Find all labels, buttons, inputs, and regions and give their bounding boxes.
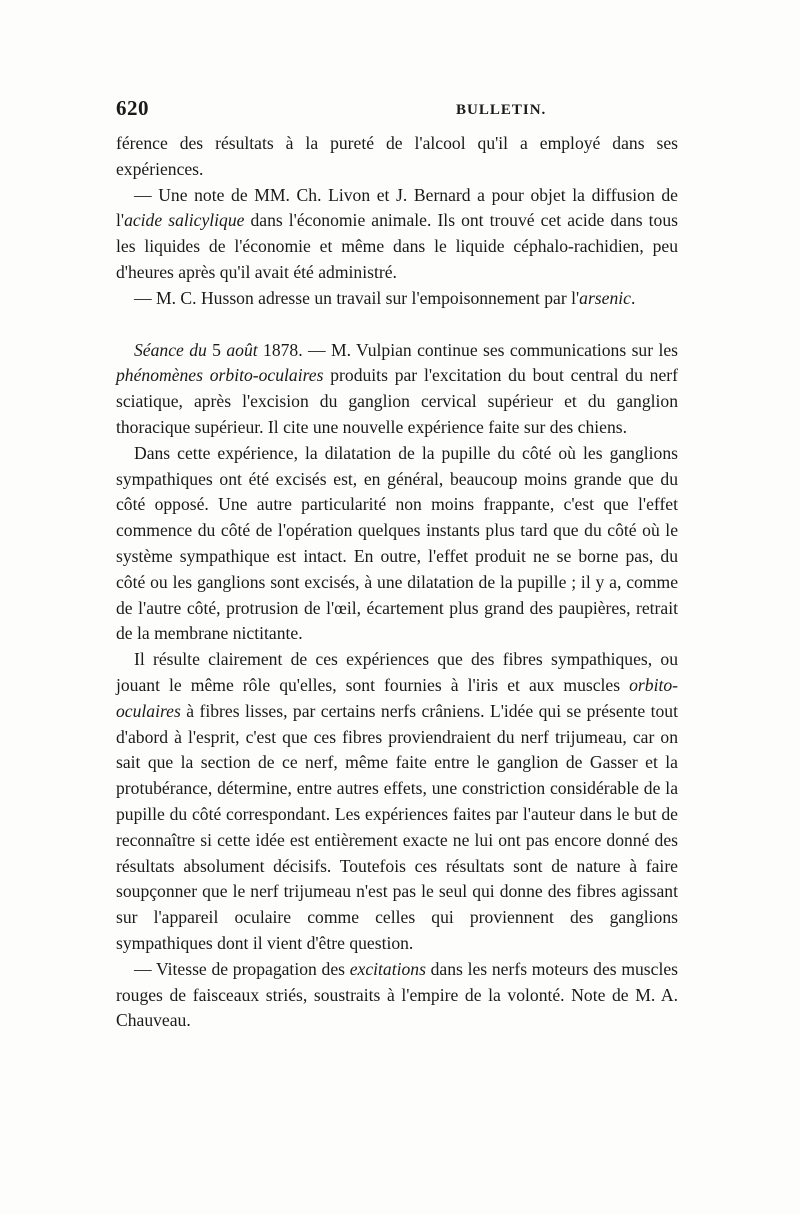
italic-term: orbito-oculaires [116,674,678,721]
italic-term: phénomènes orbito-oculaires [116,365,324,386]
text-run: — Une note de MM. Ch. Livon et J. Bernard a pour objet la diffusion de l' [116,184,678,231]
text-run: — M. C. Husson adresse un travail sur l'empoisonnement par l' [134,287,580,308]
seance-label: Séance du [134,339,207,360]
text-run: dans les nerfs moteurs des muscles rouges de faisceaux striés, soustraits à l'empire de la volonté. Note de M. A. Chauveau. [116,958,679,1031]
page-number: 620 [116,96,149,120]
paragraph-resulte [116,647,678,957]
text-body [116,131,678,1034]
paragraph-continuation: férence des résultats à la pureté de l'alcool qu'il a employé dans ses expériences. [116,133,678,179]
paragraph-seance [116,338,678,441]
italic-term: excitations [349,958,426,979]
text-run: à fibres lisses, par certains nerfs crâniens. L'idée qui se présente tout d'abord à l'esprit, c'est que ces fibres proviendraient du nerf trijumeau, car on sait que la section de ce nerf, même faite entre le ganglion de Gasser et la protubérance, détermine, entre autres effets, une constriction considérable de la pupille du côté correspondant. Les expériences faites par l'auteur dans le but de reconnaître si cette idée est entièrement exacte ne lui ont pas encore donné des résultats absolument décisifs. Toutefois ces résultats sont de nature à faire soupçonner que le nerf trijumeau n'est pas le seul qui donne des fibres agissant sur l'appareil oculaire comme celles qui proviennent des ganglions sympathiques dont il vient d'être question. [116,700,678,953]
page-header [116,96,678,126]
text-run: dans l'économie animale. Ils ont trouvé cet acide dans tous les liquides de l'économie et même dans le liquide céphalo-rachidien, peu d'heures après qu'il avait été administré. [116,210,678,282]
paragraph-experience: Dans cette expérience, la dilatation de la pupille du côté où les ganglions sympathiques ont été excisés est, en général, beaucoup moins grande que du côté opposé. Une autre particularité non moins frappante, c'est que l'effet commence du côté de l'opération quelques instants plus tard que du côté où le système sympathique est intact. En outre, l'effet produit ne se borne pas, du côté ou les ganglions sont excisés, à une dilatation de la pupille ; il y a, comme de l'autre côté, protrusion de l'œil, écartement plus grand des paupières, retrait de la membrane nictitante. [116,442,678,644]
text-run: 1878. — M. Vulpian continue ses communications sur les [257,339,679,360]
section-gap [116,312,678,338]
running-title: BULLETIN. [456,102,547,118]
text-run: 5 [206,339,227,360]
text-run: Il résulte clairement de ces expériences que des fibres sympathiques, ou jouant le même rôle qu'elles, sont fournies à l'iris et aux muscles [116,649,678,695]
text-run: . [630,287,636,308]
text-run: produits par l'excitation du bout central du nerf sciatique, après l'excision du ganglion cervical supérieur et du ganglion thoracique supérieur. Il cite une nouvelle expérience faite sur des chiens. [116,365,678,437]
seance-month: août [226,339,258,360]
italic-term: acide salicylique [124,210,245,231]
text-run: — Vitesse de propagation des [134,958,350,979]
italic-term: arsenic [579,287,631,308]
paragraph-livon-bernard [116,183,678,286]
paragraph-chauveau [116,957,678,1034]
paragraph-husson [116,286,678,312]
